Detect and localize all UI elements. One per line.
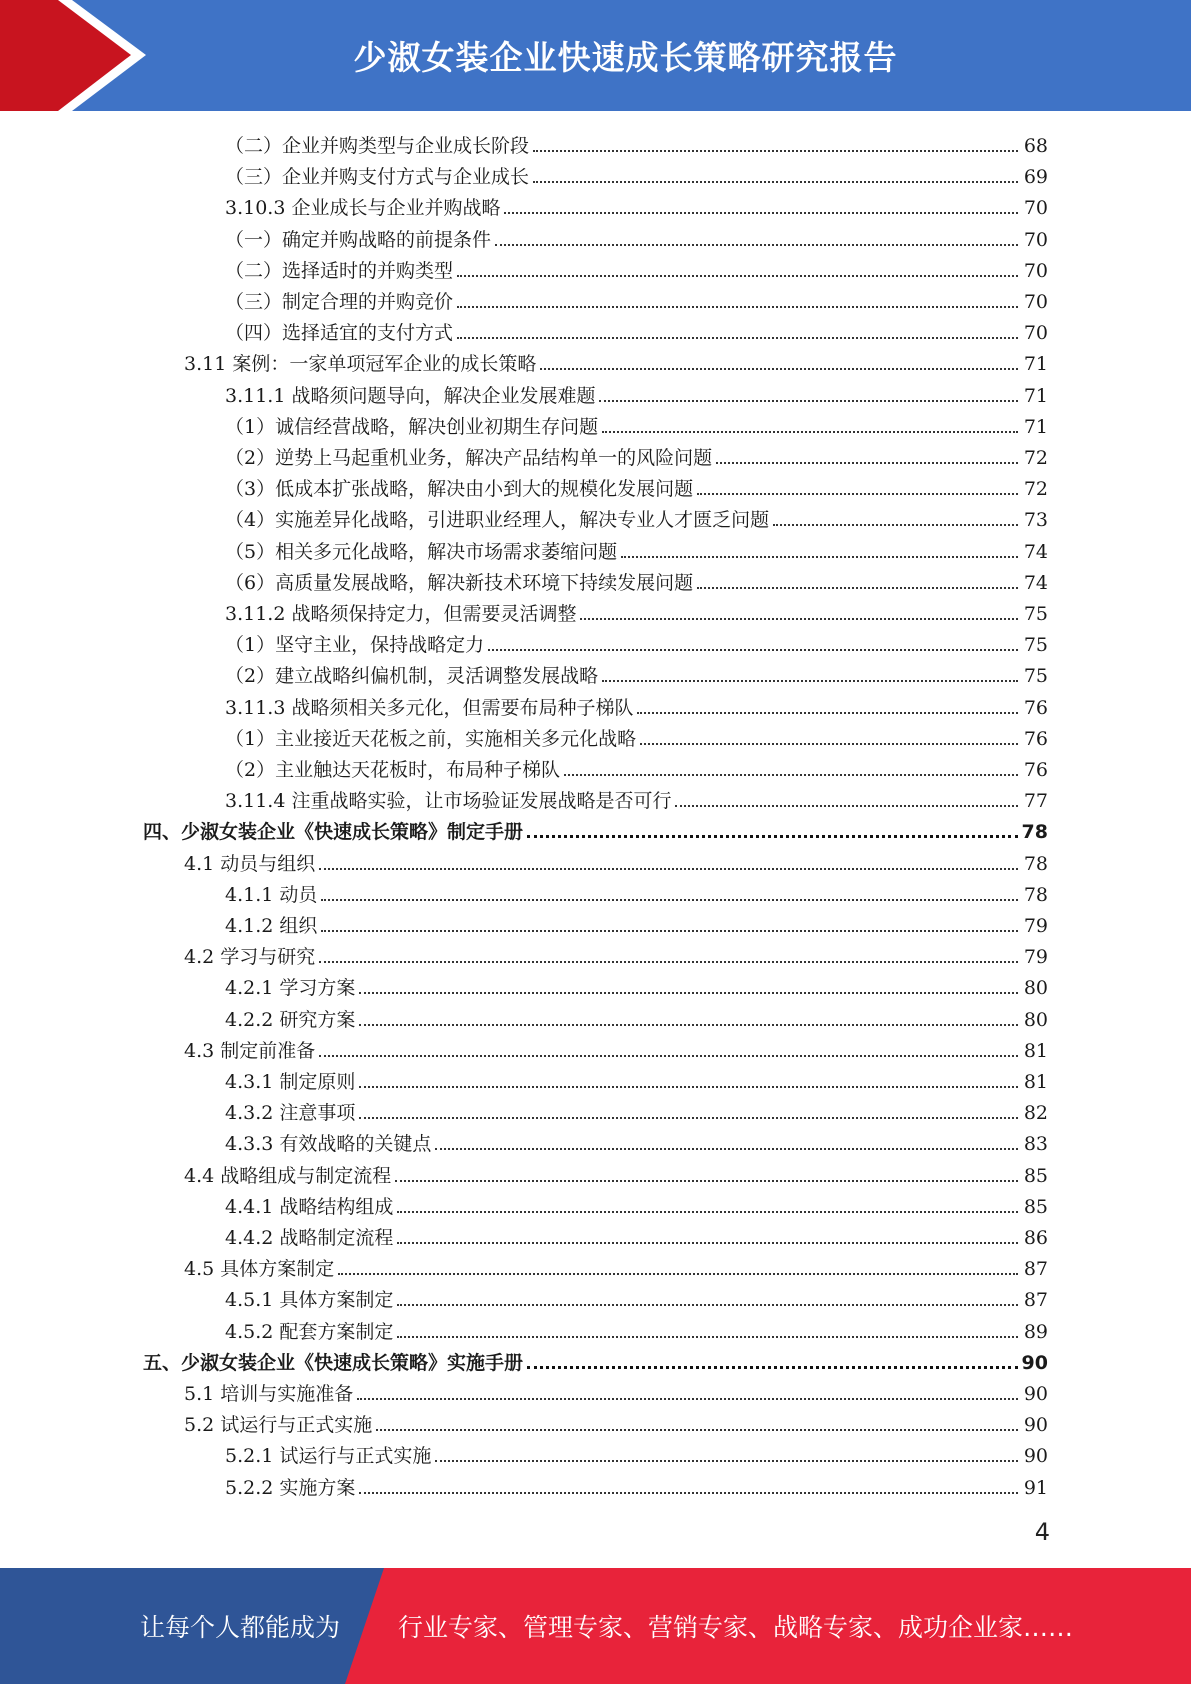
toc-entry[interactable] [0,720,1191,751]
toc-entry-title: （3）低成本扩张战略，解决由小到大的规模化发展问题 [225,478,694,501]
toc-entry-title: （三）企业并购支付方式与企业成长 [225,166,530,189]
toc-entry-page: 70 [1023,322,1048,345]
toc-entry-title: （二）选择适时的并购类型 [225,259,454,282]
dot-leader [357,1398,1018,1400]
dot-leader [602,431,1018,433]
toc-entry-title: 4.2.2 研究方案 [225,1008,356,1031]
toc-entry-title: （1）主业接近天花板之前，实施相关多元化战略 [225,727,637,750]
toc-entry-title: 4.5.2 配套方案制定 [225,1320,394,1343]
dot-leader [359,992,1018,994]
page-number: 4 [1034,1518,1050,1546]
toc-entry[interactable] [0,876,1191,907]
toc-entry-page: 78 [1021,821,1048,844]
dot-leader [716,462,1018,464]
toc-entry-page: 68 [1023,135,1048,157]
toc-entry-page: 90 [1023,1383,1048,1405]
toc-entry-page: 79 [1023,946,1048,969]
toc-entry-page: 75 [1023,603,1048,625]
toc-entry-title: 4.1 动员与组织 [184,852,316,875]
toc-entry-title: （6）高质量发展战略，解决新技术环境下持续发展问题 [225,571,694,594]
dot-leader [457,275,1018,277]
toc-entry[interactable] [0,907,1191,938]
toc-entry-title: （四）选择适宜的支付方式 [225,322,454,345]
toc-entry[interactable] [0,626,1191,657]
dot-leader [640,743,1018,745]
toc-entry[interactable] [0,595,1191,626]
toc-entry[interactable] [0,1437,1191,1468]
toc-entry[interactable] [0,1219,1191,1250]
toc-entry-title: 3.11.3 战略须相关多元化，但需要布局种子梯队 [225,696,634,719]
toc-entry-page: 78 [1023,852,1048,875]
toc-entry-title: （一）确定并购战略的前提条件 [225,228,492,251]
toc-entry[interactable] [0,1125,1191,1156]
dot-leader [397,1336,1018,1338]
toc-entry-page: 90 [1023,1414,1048,1437]
toc-entry[interactable] [0,1063,1191,1094]
toc-entry-page: 89 [1023,1320,1048,1343]
dot-leader [359,1117,1018,1119]
dot-leader [540,368,1018,370]
dot-leader [319,868,1018,870]
toc-entry-title: 3.11.2 战略须保持定力，但需要灵活调整 [225,603,577,625]
toc-entry-title: 4.4.1 战略结构组成 [225,1195,394,1218]
dot-leader [580,618,1018,620]
toc-entry-page: 85 [1023,1195,1048,1218]
dot-leader [359,1086,1018,1088]
toc-entry-page: 70 [1023,228,1048,251]
toc-entry-title: 3.11 案例：一家单项冠军企业的成长策略 [184,353,537,376]
toc-entry[interactable] [0,127,1191,158]
toc-entry-title: 5.2.1 试运行与正式实施 [225,1445,432,1468]
toc-entry[interactable] [0,158,1191,189]
toc-entry-title: 四、少淑女装企业《快速成长策略》制定手册 [143,821,524,844]
dot-leader [359,1024,1018,1026]
toc-entry-title: 4.5.1 具体方案制定 [225,1289,394,1312]
toc-entry[interactable] [0,1032,1191,1063]
dot-leader [321,899,1018,901]
dot-leader [533,150,1018,152]
toc-entry-page: 73 [1023,509,1048,532]
toc-entry-page: 90 [1021,1351,1048,1374]
dot-leader [599,400,1018,402]
toc-entry-title: （2）逆势上马起重机业务，解决产品结构单一的风险问题 [225,447,713,469]
toc-entry-page: 91 [1023,1476,1048,1499]
report-title: 少淑女装企业快速成长策略研究报告 [353,38,898,77]
toc-entry-page: 69 [1023,166,1048,189]
toc-entry-title: （4）实施差异化战略，引进职业经理人，解决专业人才匮乏问题 [225,509,770,532]
toc-entry-page: 77 [1023,790,1048,813]
toc-entry-page: 74 [1023,571,1048,594]
toc-entry-title: （5）相关多元化战略，解决市场需求萎缩问题 [225,540,618,563]
toc-entry-page: 71 [1023,415,1048,438]
toc-entry-page: 79 [1023,915,1048,937]
toc-entry-page: 82 [1023,1102,1048,1125]
toc-entry-title: 五、少淑女装企业《快速成长策略》实施手册 [143,1351,524,1374]
toc-entry-title: 5.2.2 实施方案 [225,1476,356,1499]
dot-leader [359,1492,1018,1494]
dot-leader [435,1148,1018,1150]
toc-entry[interactable] [0,1188,1191,1219]
dot-leader [495,244,1018,246]
toc-entry-title: 5.2 试运行与正式实施 [184,1414,373,1437]
toc-entry[interactable] [0,1157,1191,1188]
toc-entry[interactable] [0,252,1191,283]
toc-entry-page: 86 [1023,1227,1048,1249]
toc-entry[interactable] [0,657,1191,688]
toc-entry[interactable] [0,845,1191,876]
toc-entry-title: 4.2.1 学习方案 [225,977,356,1000]
dot-leader [564,774,1018,776]
dot-leader [395,1180,1018,1182]
dot-leader [376,1429,1018,1431]
toc-entry[interactable] [0,1001,1191,1032]
toc-entry[interactable] [0,439,1191,470]
toc-entry-page: 76 [1023,727,1048,750]
toc-entry-page: 87 [1023,1289,1048,1312]
toc-entry-title: 4.2 学习与研究 [184,946,316,969]
footer-roles: 行业专家、管理专家、营销专家、战略专家、成功企业家…… [398,1613,1074,1642]
dot-leader [675,805,1018,807]
page-footer [0,1568,1191,1684]
dot-leader [621,556,1018,558]
toc-entry-title: （1）坚守主业，保持战略定力 [225,634,485,657]
dot-leader [533,181,1018,183]
dot-leader [697,587,1018,589]
toc-entry-page: 90 [1023,1445,1048,1468]
toc-entry[interactable] [0,751,1191,782]
toc-entry[interactable] [0,1281,1191,1312]
toc-entry[interactable] [0,564,1191,595]
dot-leader [397,1304,1018,1306]
dot-leader [338,1273,1018,1275]
toc-entry-page: 80 [1023,977,1048,1000]
dot-leader [773,524,1018,526]
toc-entry-title: 3.11.4 注重战略实验，让市场验证发展战略是否可行 [225,790,672,813]
toc-entry-title: 4.4 战略组成与制定流程 [184,1164,392,1187]
toc-entry-page: 72 [1023,447,1048,469]
dot-leader [457,337,1018,339]
toc-entry-title: 4.4.2 战略制定流程 [225,1227,394,1249]
toc-entry[interactable] [0,1469,1191,1500]
toc-entry[interactable] [0,1406,1191,1437]
toc-entry[interactable] [0,689,1191,720]
toc-entry-title: （2）主业触达天花板时，布局种子梯队 [225,759,561,781]
toc-entry[interactable] [0,345,1191,376]
dot-leader [504,212,1018,214]
toc-entry[interactable] [0,969,1191,1000]
toc-entry-page: 81 [1023,1039,1048,1062]
toc-entry-page: 70 [1023,291,1048,313]
toc-entry[interactable] [0,1094,1191,1125]
dot-leader [319,1055,1018,1057]
toc-entry[interactable] [0,283,1191,314]
toc-entry-page: 74 [1023,540,1048,563]
toc-entry-page: 81 [1023,1071,1048,1093]
toc-entry-title: 3.10.3 企业成长与企业并购战略 [225,197,501,220]
toc-entry-title: 4.1.1 动员 [225,883,318,906]
toc-entry[interactable] [0,377,1191,408]
toc-entry[interactable] [0,533,1191,564]
toc-entry[interactable] [0,938,1191,969]
toc-entry[interactable] [0,782,1191,813]
toc-entry[interactable] [0,1344,1191,1375]
toc-entry[interactable] [0,314,1191,345]
toc-entry[interactable] [0,1375,1191,1406]
dot-leader [435,1460,1018,1462]
toc-entry-page: 72 [1023,478,1048,501]
toc-entry[interactable] [0,189,1191,220]
toc-entry[interactable] [0,470,1191,501]
toc-entry-page: 70 [1023,259,1048,282]
toc-entry[interactable] [0,1313,1191,1344]
toc-entry-page: 71 [1023,384,1048,407]
toc-entry[interactable] [0,1250,1191,1281]
chevron-arrow-icon [0,0,160,111]
dot-leader [527,1366,1018,1369]
toc-entry[interactable] [0,813,1191,844]
toc-entry-page: 75 [1023,665,1048,688]
footer-slogan: 让每个人都能成为 [140,1613,341,1642]
toc-entry-page: 85 [1023,1164,1048,1187]
toc-entry-page: 76 [1023,696,1048,719]
toc-entry-page: 71 [1023,353,1048,376]
toc-entry-page: 83 [1023,1133,1048,1156]
dot-leader [397,1211,1018,1213]
toc-entry-title: （2）建立战略纠偏机制，灵活调整发展战略 [225,665,599,688]
toc-entry-page: 78 [1023,883,1048,906]
dot-leader [321,930,1018,932]
dot-leader [527,835,1018,838]
dot-leader [319,961,1018,963]
toc-entry-title: 4.3.1 制定原则 [225,1071,356,1093]
toc-entry[interactable] [0,221,1191,252]
toc-entry-page: 80 [1023,1008,1048,1031]
dot-leader [488,649,1018,651]
dot-leader [457,306,1018,308]
toc-entry-page: 87 [1023,1258,1048,1281]
toc-entry-page: 76 [1023,759,1048,781]
toc-entry-title: （二）企业并购类型与企业成长阶段 [225,135,530,157]
toc-entry-title: 5.1 培训与实施准备 [184,1383,354,1405]
toc-entry-page: 70 [1023,197,1048,220]
page-header [0,0,1191,111]
toc-entry-title: 4.1.2 组织 [225,915,318,937]
toc-entry-title: 3.11.1 战略须问题导向，解决企业发展难题 [225,384,596,407]
toc-entry-title: （三）制定合理的并购竞价 [225,291,454,313]
toc-entry-title: 4.3.3 有效战略的关键点 [225,1133,432,1156]
toc-entry[interactable] [0,408,1191,439]
dot-leader [602,680,1018,682]
toc-entry-page: 75 [1023,634,1048,657]
dot-leader [397,1242,1018,1244]
toc-entry-title: 4.5 具体方案制定 [184,1258,335,1281]
dot-leader [697,493,1018,495]
toc-entry-title: （1）诚信经营战略，解决创业初期生存问题 [225,415,599,438]
toc-entry-title: 4.3 制定前准备 [184,1039,316,1062]
dot-leader [637,712,1018,714]
toc-entry[interactable] [0,501,1191,532]
toc-entry-title: 4.3.2 注意事项 [225,1102,356,1125]
